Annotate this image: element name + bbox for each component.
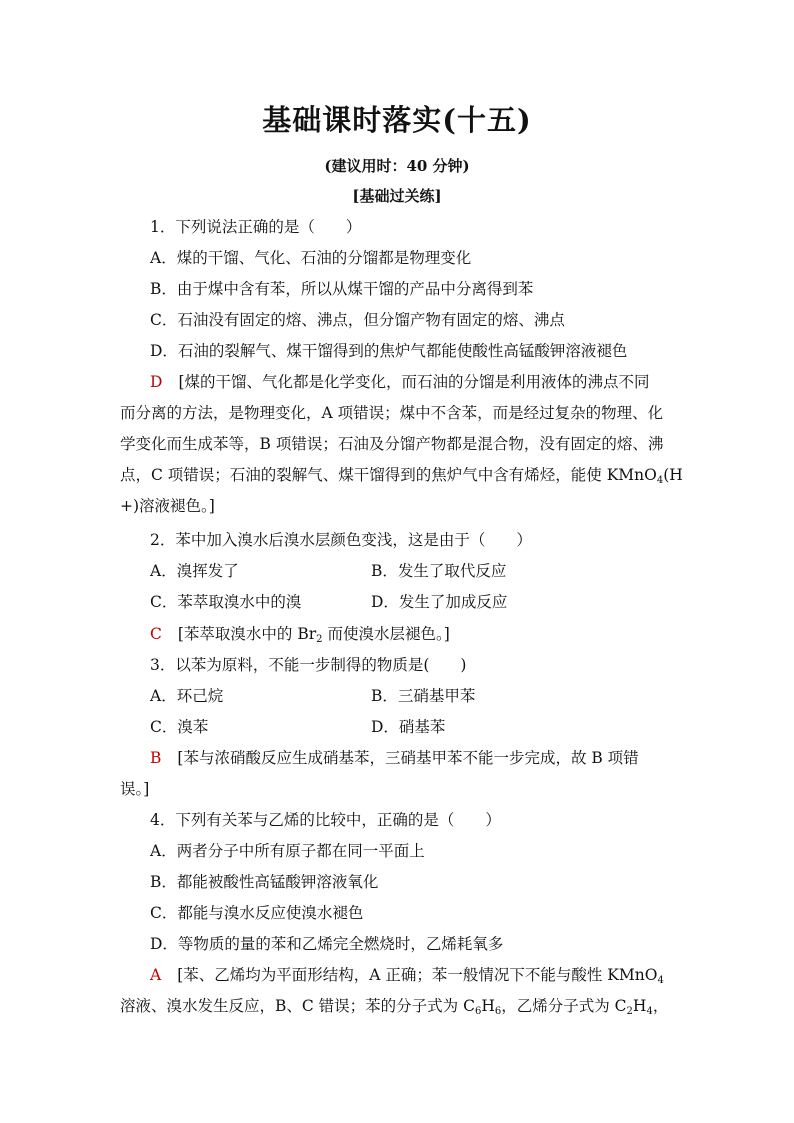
q4-explanation-text: H — [632, 997, 647, 1015]
question-3-stem: 3．以苯为原料，不能一步制得的物质是( ) — [150, 656, 467, 674]
q4-explanation-text: ，乙烯分子式为 C — [501, 997, 627, 1015]
subscript: 4 — [656, 475, 664, 486]
q3-explanation-line — [120, 748, 706, 768]
q2-option-d: D．发生了加成反应 — [371, 593, 508, 611]
q1-explanation-line — [120, 372, 706, 392]
q4-explanation-line — [120, 996, 676, 1016]
q2-answer: C — [150, 625, 162, 643]
q3-option-row — [150, 717, 706, 737]
q4-option-a: A．两者分子中所有原子都在同一平面上 — [150, 842, 425, 860]
q3-explanation-text: [苯与浓硝酸反应生成硝基苯，三硝基甲苯不能一步完成，故 B 项错 — [177, 749, 639, 767]
subscript: 2 — [626, 1006, 633, 1017]
time-suggestion: (建议用时：40 分钟) — [324, 157, 470, 175]
q4-explanation-line — [120, 965, 706, 985]
question-2-stem: 2．苯中加入溴水后溴水层颜色变浅，这是由于（ ） — [150, 531, 532, 549]
q2-explanation-text: [苯萃取溴水中的 Br — [177, 625, 317, 643]
q4-option-b: B．都能被酸性高锰酸钾溶液氧化 — [150, 873, 379, 891]
subscript: 4 — [646, 1006, 653, 1017]
q2-option-b: B．发生了取代反应 — [371, 562, 507, 580]
q1-explanation-text: (H — [663, 466, 683, 484]
q1-explanation-line: 学变化而生成苯等，B 项错误；石油及分馏产物都是混合物，没有固定的熔、沸 — [120, 435, 664, 453]
q1-option-d: D．石油的裂解气、煤干馏得到的焦炉气都能使酸性高锰酸钾溶液褪色 — [150, 342, 628, 360]
q1-explanation-line: 而分离的方法，是物理变化，A 项错误；煤中不含苯，而是经过复杂的物理、化 — [120, 404, 664, 422]
q2-option-c: C．苯萃取溴水中的溴 — [150, 593, 302, 611]
q3-answer: B — [150, 749, 162, 767]
q3-explanation-line: 误。] — [120, 780, 150, 798]
q1-explanation-line — [120, 465, 683, 486]
subscript: 2 — [316, 634, 323, 645]
q4-explanation-text: ， — [652, 997, 669, 1015]
q4-answer: A — [150, 966, 162, 984]
page-title: 基础课时落实(十五) — [262, 103, 532, 137]
subscript: 4 — [657, 975, 664, 986]
q1-option-a: A．煤的干馏、气化、石油的分馏都是物理变化 — [150, 249, 472, 267]
q4-explanation-text: [苯、乙烯均为平面形结构，A 正确；苯一般情况下不能与酸性 KMnO — [177, 966, 658, 984]
q3-option-d: D．硝基苯 — [371, 718, 446, 736]
q1-explanation-text: 点，C 项错误；石油的裂解气、煤干馏得到的焦炉气中含有烯烃，能使 KMnO — [120, 466, 657, 484]
q2-explanation-text: 而使溴水层褪色。] — [322, 625, 450, 643]
q4-option-d: D．等物质的量的苯和乙烯完全燃烧时，乙烯耗氧多 — [150, 935, 504, 953]
question-4-stem: 4．下列有关苯与乙烯的比较中，正确的是（ ） — [150, 811, 501, 829]
q2-explanation-line — [120, 624, 706, 644]
q3-option-row — [150, 686, 706, 706]
q3-option-b: B．三硝基甲苯 — [371, 687, 476, 705]
q2-option-row — [150, 592, 706, 612]
q3-option-c: C．溴苯 — [150, 718, 209, 736]
q2-option-row — [150, 561, 706, 581]
q1-explanation-line: +)溶液褪色。] — [120, 497, 215, 515]
q4-explanation-text: H — [481, 997, 495, 1015]
subscript: 6 — [494, 1006, 502, 1017]
q3-option-a: A．环己烷 — [150, 687, 224, 705]
section-heading: [基础过关练] — [352, 187, 442, 205]
q4-option-c: C．都能与溴水反应使溴水褪色 — [150, 904, 364, 922]
q2-option-a: A．溴挥发了 — [150, 562, 239, 580]
q4-explanation-text: 溶液、溴水发生反应，B、C 错误；苯的分子式为 C — [120, 997, 475, 1015]
q1-answer: D — [150, 373, 163, 391]
q1-option-c: C．石油没有固定的熔、沸点，但分馏产物有固定的熔、沸点 — [150, 311, 565, 329]
q1-option-b: B．由于煤中含有苯，所以从煤干馏的产品中分离得到苯 — [150, 280, 534, 298]
q1-explanation-text: [煤的干馏、气化都是化学变化，而石油的分馏是利用液体的沸点不同 — [178, 373, 650, 391]
question-1-stem: 1．下列说法正确的是（ ） — [150, 218, 362, 236]
subscript: 6 — [474, 1006, 482, 1017]
